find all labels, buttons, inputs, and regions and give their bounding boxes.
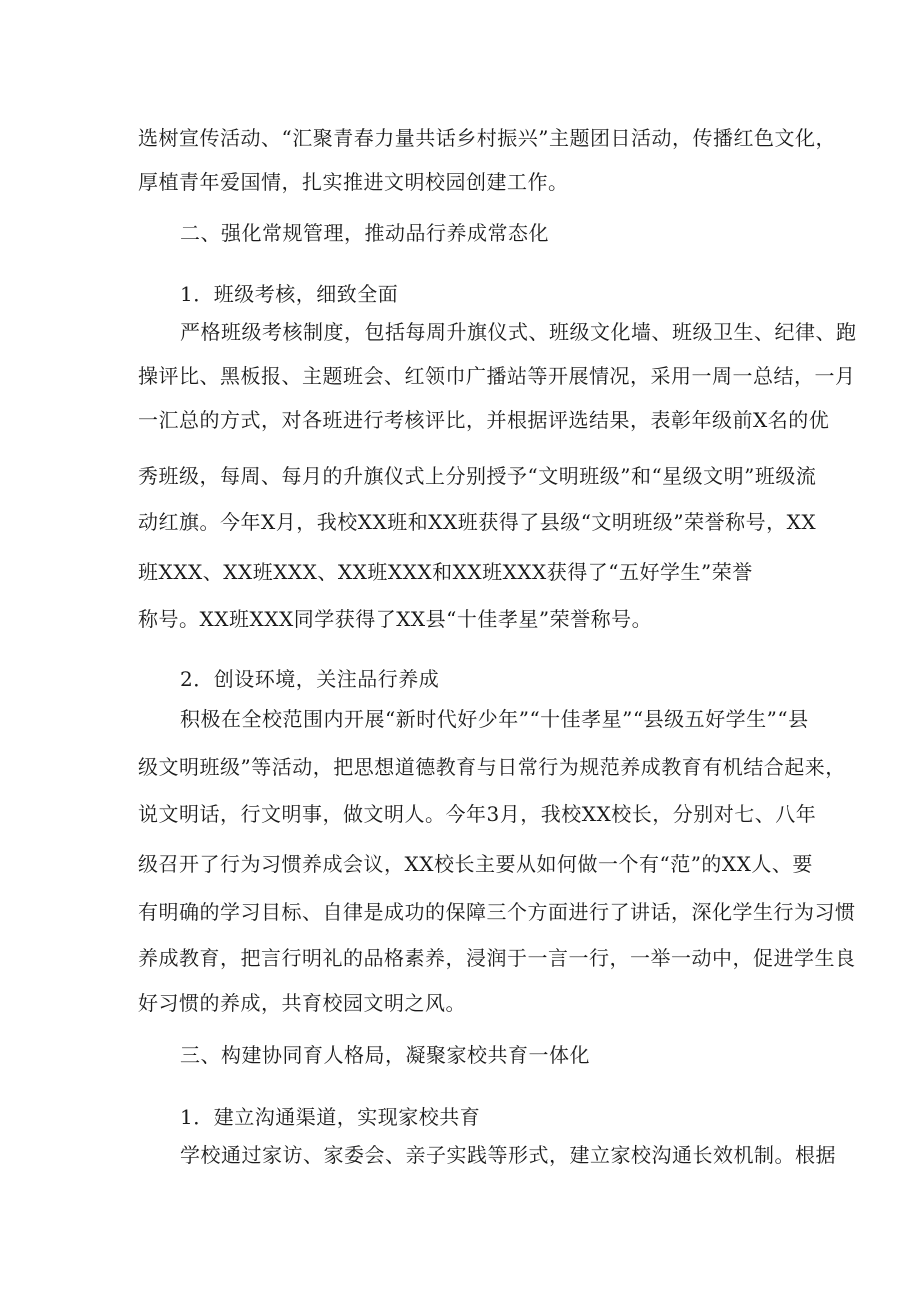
paragraph-line: 说文明话，行文明事，做文明人。今年3月，我校XX校长，分别对七、八年 — [138, 802, 817, 826]
section-heading: 二、强化常规管理，推动品行养成常态化 — [180, 221, 549, 245]
paragraph-line: 选树宣传活动、“汇聚青春力量共话乡村振兴”主题团日活动，传播红色文化， — [138, 126, 836, 150]
subsection-heading: 1．班级考核，细致全面 — [180, 282, 399, 306]
subsection-heading: 1．建立沟通渠道，实现家校共育 — [180, 1105, 481, 1129]
paragraph-line: 学校通过家访、家委会、亲子实践等形式，建立家校沟通长效机制。根据 — [180, 1143, 836, 1167]
section-heading: 三、构建协同育人格局，凝聚家校共育一体化 — [180, 1043, 590, 1067]
paragraph-line: 操评比、黑板报、主题班会、红领巾广播站等开展情况，采用一周一总结，一月 — [138, 364, 856, 388]
paragraph-line: 班XXX、XX班XXX、XX班XXX和XX班XXX获得了“五好学生”荣誉 — [138, 560, 753, 584]
paragraph-line: 养成教育，把言行明礼的品格素养，浸润于一言一行，一举一动中，促进学生良 — [138, 946, 856, 970]
paragraph-line: 级文明班级”等活动，把思想道德教育与日常行为规范养成教育有机结合起来， — [138, 755, 846, 779]
paragraph-line: 一汇总的方式，对各班进行考核评比，并根据评选结果，表彰年级前X名的优 — [138, 408, 830, 432]
paragraph-line: 秀班级，每周、每月的升旗仪式上分别授予“文明班级”和“星级文明”班级流 — [138, 464, 817, 488]
paragraph-line: 级召开了行为习惯养成会议，XX校长主要从如何做一个有“范”的XX人、要 — [138, 852, 813, 876]
paragraph-line: 好习惯的养成，共育校园文明之风。 — [138, 991, 466, 1015]
paragraph-line: 积极在全校范围内开展“新时代好少年”“十佳孝星”“县级五好学生”“县 — [180, 707, 809, 731]
paragraph-line: 严格班级考核制度，包括每周升旗仪式、班级文化墙、班级卫生、纪律、跑 — [180, 320, 857, 344]
paragraph-line: 动红旗。今年X月，我校XX班和XX班获得了县级“文明班级”荣誉称号，XX — [138, 510, 817, 534]
paragraph-line: 有明确的学习目标、自律是成功的保障三个方面进行了讲话，深化学生行为习惯 — [138, 900, 856, 924]
paragraph-line: 厚植青年爱国情，扎实推进文明校园创建工作。 — [138, 170, 569, 194]
subsection-heading: 2．创设环境，关注品行养成 — [180, 667, 440, 691]
paragraph-line: 称号。XX班XXX同学获得了XX县“十佳孝星”荣誉称号。 — [138, 607, 653, 631]
